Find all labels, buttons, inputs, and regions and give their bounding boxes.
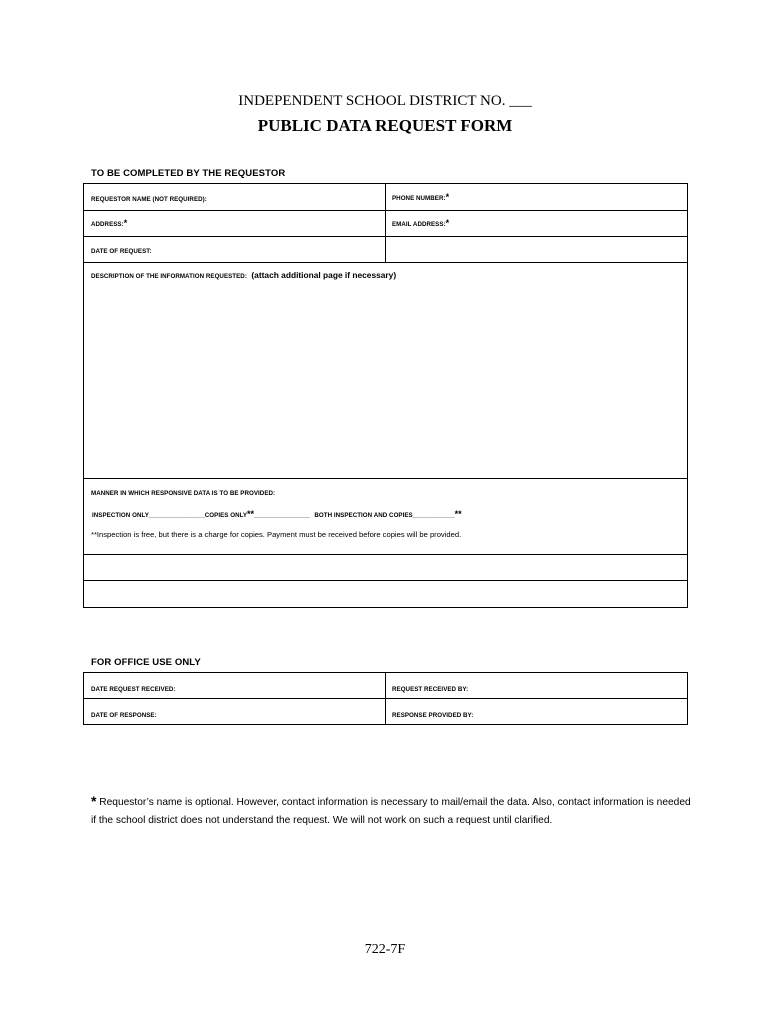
phone-number-cell[interactable] — [392, 187, 449, 205]
form-title: PUBLIC DATA REQUEST FORM — [257, 116, 513, 135]
description-label: DESCRIPTION OF THE INFORMATION REQUESTED: — [91, 273, 247, 280]
received-by-cell[interactable] — [392, 678, 468, 696]
requestor-table — [83, 183, 688, 608]
response-by-cell[interactable] — [392, 704, 473, 722]
required-asterisk: * — [445, 218, 450, 228]
footnote — [91, 792, 691, 830]
required-asterisk: * — [123, 218, 128, 228]
both-option: BOTH INSPECTION AND COPIES____________ — [314, 512, 455, 519]
date-response-cell[interactable] — [91, 704, 157, 722]
blank-row[interactable] — [84, 555, 687, 580]
office-section-heading: FOR OFFICE USE ONLY — [91, 657, 201, 668]
response-by-label: RESPONSE PROVIDED BY: — [392, 712, 474, 719]
address-label: ADDRESS: — [91, 221, 124, 228]
phone-number-label: PHONE NUMBER: — [392, 195, 446, 202]
copies-only-option: COPIES ONLY — [204, 512, 248, 519]
requestor-name-cell[interactable] — [91, 188, 207, 206]
email-address-cell[interactable] — [392, 213, 449, 231]
district-heading: INDEPENDENT SCHOOL DISTRICT NO. ___ — [238, 93, 532, 109]
received-by-label: REQUEST RECEIVED BY: — [392, 686, 469, 693]
required-asterisk: * — [445, 192, 450, 202]
blank-row[interactable] — [84, 581, 687, 607]
manner-label: MANNER IN WHICH RESPONSIVE DATA IS TO BE PROVIDED: — [91, 490, 276, 497]
email-address-label: EMAIL ADDRESS: — [392, 221, 446, 228]
date-response-label: DATE OF RESPONSE: — [91, 712, 157, 719]
office-table — [83, 672, 688, 725]
date-of-request-label: DATE OF REQUEST: — [91, 248, 152, 255]
manner-options[interactable] — [92, 504, 462, 522]
inspection-only-option: INSPECTION ONLY________________ — [92, 512, 205, 519]
copies-blank: ________________ — [254, 512, 310, 519]
copies-charge-note: **Inspection is free, but there is a charge for copies. Payment must be received before copies will be provided. — [91, 530, 462, 539]
date-received-cell[interactable] — [91, 678, 176, 696]
address-cell[interactable] — [91, 213, 127, 231]
double-asterisk: ** — [454, 509, 462, 519]
requestor-name-label: REQUESTOR NAME (NOT REQUIRED): — [91, 196, 207, 203]
footnote-star: * — [91, 793, 97, 809]
requestor-section-heading: TO BE COMPLETED BY THE REQUESTOR — [91, 168, 286, 179]
double-asterisk: ** — [247, 509, 255, 519]
description-cell[interactable] — [91, 265, 681, 475]
description-note: (attach additional page if necessary) — [251, 270, 397, 280]
date-received-label: DATE REQUEST RECEIVED: — [91, 686, 176, 693]
date-of-request-cell[interactable] — [91, 240, 152, 258]
footnote-text: Requestor’s name is optional. However, contact information is necessary to mail/email the data. Also, contact information is needed if the school district does not understand the request. We will not work on such a request until clarified. — [91, 797, 691, 826]
page-number: 722-7F — [364, 942, 406, 957]
